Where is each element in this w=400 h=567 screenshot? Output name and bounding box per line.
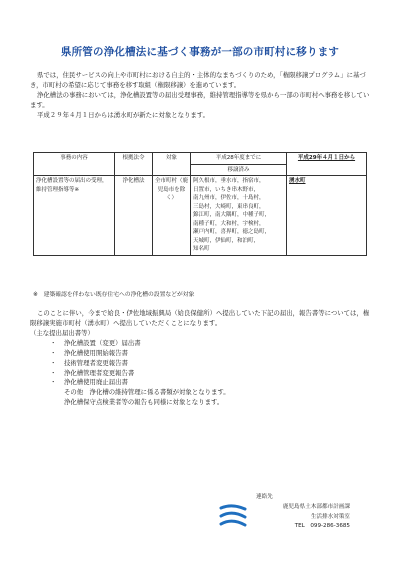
contact-office: 生活排水対策室 [310, 513, 350, 520]
table-header-row [34, 153, 367, 176]
cell-municipalities [191, 176, 287, 256]
contact-organization: 鹿児島県土木部都市計画課 [282, 503, 350, 510]
header-transferred-top: 平成28年度までに [215, 155, 262, 161]
list-item: ・ 浄化槽使用廃止届出書 [50, 378, 375, 388]
intro-section [30, 71, 375, 121]
inspection-report-note: 浄化槽保守点検業者等の報告も同様に対象となります。 [64, 398, 224, 407]
header-new: 平成29年４月１日から [297, 155, 356, 161]
municipality-list [193, 177, 284, 254]
transfer-table [33, 152, 367, 256]
contact-heading: 連絡先 [256, 494, 273, 500]
cell-new: 湧水町 [289, 178, 306, 185]
cell-law: 浄化槽法 [115, 176, 153, 256]
list-item: ・ 技術管理者変更報告書 [50, 359, 375, 369]
other-documents-note: その他 浄化槽の維持管理に係る書類が対象となります。 [64, 388, 230, 397]
header-target: 対象 [153, 153, 191, 176]
list-item: ・ 浄化槽使用開始報告書 [50, 349, 375, 359]
list-item: 阿久根市，垂水市，指宿市， [193, 178, 265, 185]
cell-content: 浄化槽設置等の届出の受理，維持管理指導等※ [34, 176, 115, 256]
contact-block [212, 493, 350, 532]
list-item: 知名町 [193, 246, 210, 253]
header-transferred [191, 153, 287, 176]
submission-section [30, 309, 375, 408]
list-item: 三島村，大崎町，東串良町， [193, 203, 265, 210]
list-item: 天城町，伊仙町，和泊町， [193, 237, 260, 244]
document-list [30, 339, 375, 389]
page-title: 県所管の浄化槽法に基づく事務が一部の市町村に移ります [60, 46, 340, 58]
cell-target: 全市町村（鹿児島市を除く） [153, 176, 191, 256]
submission-paragraph: このことに伴い，今まで姶良・伊佐地域振興局（姶良保健所）へ提出していた下記の届出，報告書等については，権限移譲実施市町村（湧水町）へ提出していただくことになります。 [30, 309, 370, 327]
table-note: ※ 建築確認を伴わない既存住宅への浄化槽の設置などが対象 [33, 292, 195, 298]
list-item: 錦江町，南大隅町，中種子町， [193, 212, 271, 219]
table-row [34, 176, 367, 256]
list-item: 南種子町，大和村，宇検村， [193, 220, 265, 227]
intro-paragraph-1: 県では，住民サービスの向上や市町村における自主的・主体的なまちづくりのため，「権限移譲プログラム」に基づき，市町村の希望に応じて事務を移す取組（権限移譲）を進めています。 [30, 71, 366, 89]
document-list-heading: （主な提出届出書等） [30, 328, 94, 337]
header-transferred-bottom: 移譲済み [191, 164, 286, 175]
list-item: 南九州市，伊佐市，十島村， [193, 195, 265, 202]
list-item: ・ 浄化槽管理者変更報告書 [50, 369, 375, 379]
list-item: 瀬戸内町，喜界町，徳之島町， [193, 229, 271, 236]
list-item: ・ 浄化槽設置（変更）届出書 [50, 339, 375, 349]
intro-paragraph-3: 平成２９年４月１日からは湧水町が新たに対象となります。 [37, 110, 210, 119]
header-law: 根拠法令 [115, 153, 153, 176]
intro-paragraph-2: 浄化槽法の事務においては，浄化槽設置等の届出受理事務，維持管理指導等を県から一部の市町村へ事務を移しています。 [30, 90, 370, 109]
header-content: 事務の内容 [34, 153, 115, 176]
list-item: 日置市，いちき串木野市， [193, 186, 260, 193]
contact-phone: TEL 099-286-3685 [294, 523, 350, 530]
